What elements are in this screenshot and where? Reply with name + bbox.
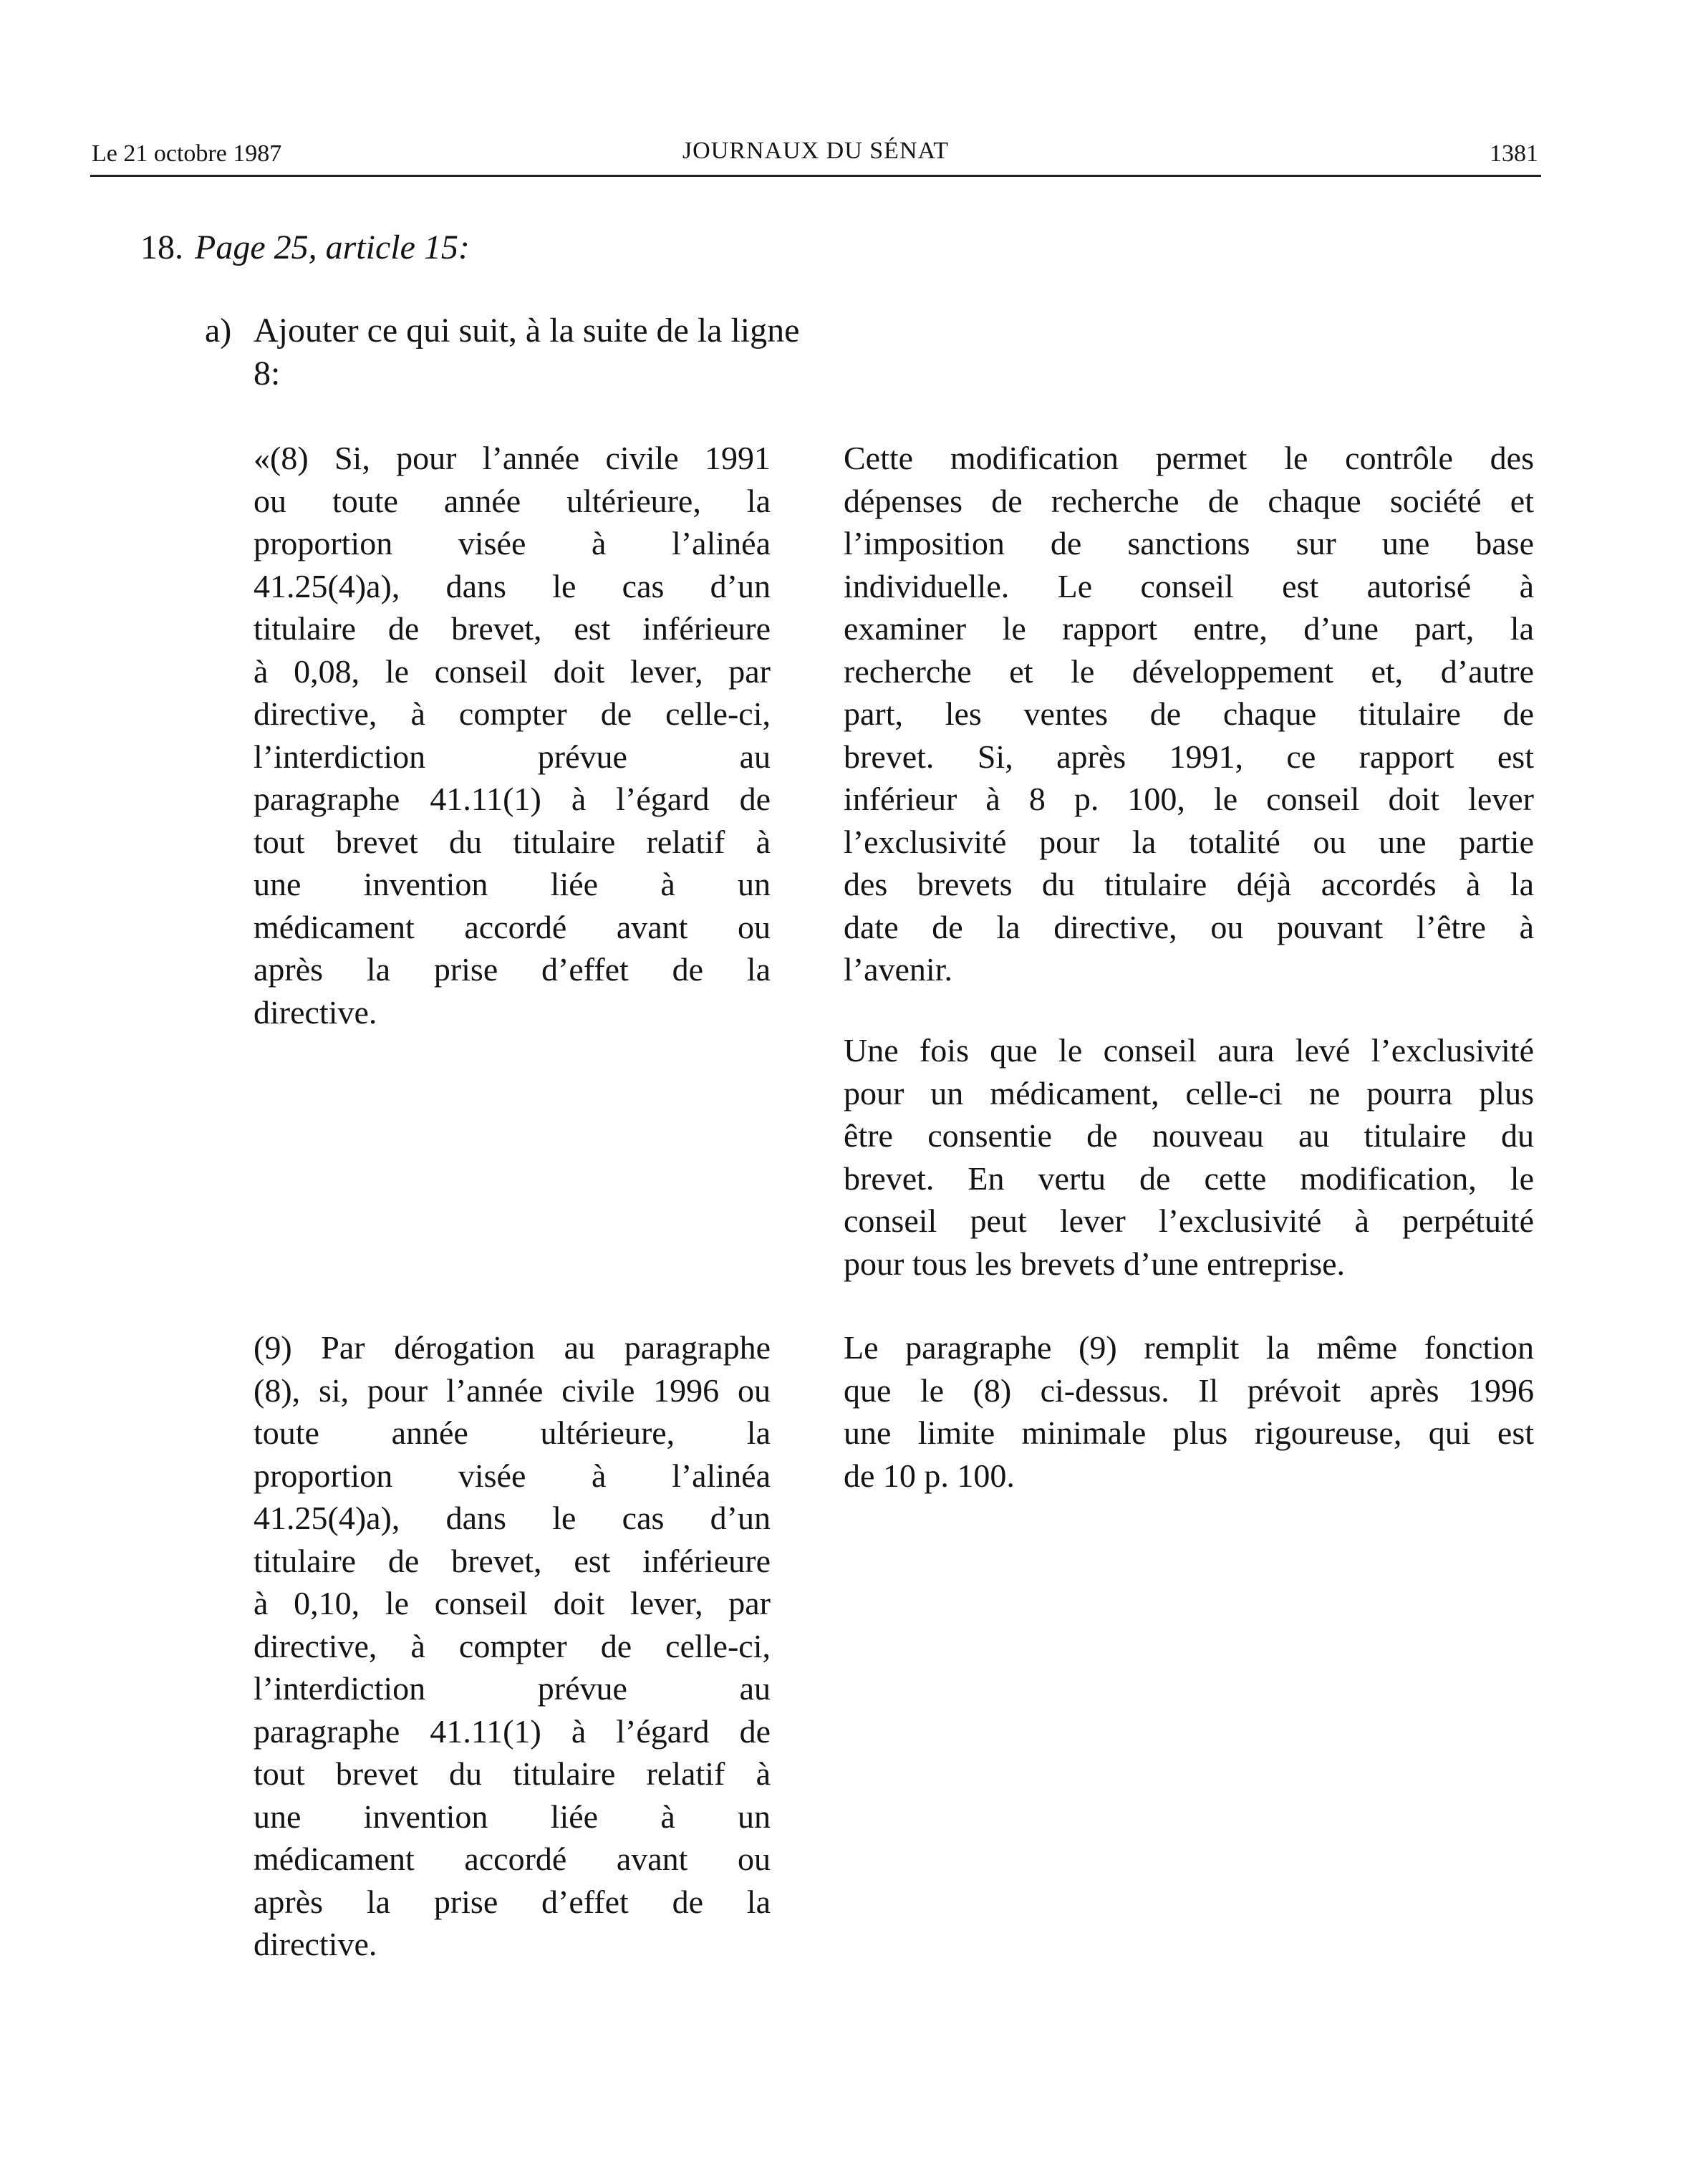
text-line: directive. bbox=[254, 1926, 377, 1962]
text-line: examiner le rapport entre, d’une part, la bbox=[844, 610, 1534, 647]
text-line: conseil peut lever l’exclusivité à perpétuité bbox=[844, 1202, 1534, 1239]
amendment-9 bbox=[254, 1326, 771, 1966]
item-reference: Page 25, article 15: bbox=[195, 228, 470, 266]
text-line: toute année ultérieure, la bbox=[254, 1414, 771, 1451]
text-line: après la prise d’effet de la bbox=[254, 1883, 771, 1920]
text-line: une limite minimale plus rigoureuse, qui est bbox=[844, 1414, 1534, 1451]
subitem-label: a) bbox=[205, 312, 232, 349]
text-line: tout brevet du titulaire relatif à bbox=[254, 823, 771, 860]
text-line: des brevets du titulaire déjà accordés à la bbox=[844, 866, 1534, 902]
text-line: 41.25(4)a), dans le cas d’un bbox=[254, 567, 771, 604]
text-line: à 0,10, le conseil doit lever, par bbox=[254, 1585, 771, 1621]
text-line: part, les ventes de chaque titulaire de bbox=[844, 695, 1534, 732]
page-number: 1381 bbox=[1490, 140, 1538, 167]
item-heading bbox=[140, 228, 470, 267]
item-number: 18. bbox=[140, 228, 183, 266]
text-line: une invention liée à un bbox=[254, 866, 771, 902]
text-line: l’interdiction prévue au bbox=[254, 1670, 771, 1707]
text-line: date de la directive, ou pouvant l’être à bbox=[844, 908, 1534, 945]
text-line: médicament accordé avant ou bbox=[254, 908, 771, 945]
text-line: inférieur à 8 p. 100, le conseil doit lever bbox=[844, 781, 1534, 817]
text-line: une invention liée à un bbox=[254, 1798, 771, 1835]
text-line: l’exclusivité pour la totalité ou une partie bbox=[844, 823, 1534, 860]
text-line: directive, à compter de celle-ci, bbox=[254, 695, 771, 732]
text-line: recherche et le développement et, d’autre bbox=[844, 652, 1534, 690]
text-line: l’avenir. bbox=[844, 951, 952, 988]
text-line: de 10 p. 100. bbox=[844, 1457, 1015, 1494]
text-line: l’imposition de sanctions sur une base bbox=[844, 525, 1534, 561]
explanation-8-part-1 bbox=[844, 437, 1534, 991]
text-line: brevet. Si, après 1991, ce rapport est bbox=[844, 738, 1534, 775]
text-line: titulaire de brevet, est inférieure bbox=[254, 610, 771, 647]
text-line: tout brevet du titulaire relatif à bbox=[254, 1755, 771, 1792]
text-line: (8), si, pour l’année civile 1996 ou bbox=[254, 1371, 771, 1409]
text-line: directive, à compter de celle-ci, bbox=[254, 1627, 771, 1664]
text-line: dépenses de recherche de chaque société et bbox=[844, 482, 1534, 519]
header-date: Le 21 octobre 1987 bbox=[92, 140, 282, 167]
text-line: proportion visée à l’alinéa bbox=[254, 1457, 771, 1494]
text-line: 41.25(4)a), dans le cas d’un bbox=[254, 1500, 771, 1536]
explanation-9 bbox=[844, 1326, 1534, 1497]
text-line: pour tous les brevets d’une entreprise. bbox=[844, 1245, 1346, 1282]
text-line: que le (8) ci-dessus. Il prévoit après 1996 bbox=[844, 1371, 1534, 1409]
page-header bbox=[90, 138, 1541, 177]
text-line: titulaire de brevet, est inférieure bbox=[254, 1542, 771, 1579]
amendment-8 bbox=[254, 437, 771, 1033]
text-line: ou toute année ultérieure, la bbox=[254, 482, 771, 519]
text-line: paragraphe 41.11(1) à l’égard de bbox=[254, 1712, 771, 1750]
text-line: directive. bbox=[254, 993, 377, 1031]
text-line: (9) Par dérogation au paragraphe bbox=[254, 1329, 771, 1366]
text-line: l’interdiction prévue au bbox=[254, 738, 771, 775]
text-line: à 0,08, le conseil doit lever, par bbox=[254, 652, 771, 690]
text-line: Une fois que le conseil aura levé l’exclusivité bbox=[844, 1032, 1534, 1069]
text-line: être consentie de nouveau au titulaire du bbox=[844, 1117, 1534, 1154]
explanation-8-part-2 bbox=[844, 1029, 1534, 1285]
subitem-text: Ajouter ce qui suit, à la suite de la ligne 8: bbox=[254, 312, 800, 392]
text-line: après la prise d’effet de la bbox=[254, 951, 771, 988]
text-line: «(8) Si, pour l’année civile 1991 bbox=[254, 440, 771, 476]
text-line: paragraphe 41.11(1) à l’égard de bbox=[254, 781, 771, 817]
text-line: individuelle. Le conseil est autorisé à bbox=[844, 567, 1534, 604]
text-line: Cette modification permet le contrôle des bbox=[844, 440, 1534, 476]
header-title: JOURNAUX DU SÉNAT bbox=[682, 138, 950, 164]
text-line: pour un médicament, celle-ci ne pourra plus bbox=[844, 1074, 1534, 1111]
text-line: brevet. En vertu de cette modification, le bbox=[844, 1159, 1534, 1197]
text-line: proportion visée à l’alinéa bbox=[254, 525, 771, 561]
text-line: Le paragraphe (9) remplit la même fonction bbox=[844, 1329, 1534, 1366]
text-line: médicament accordé avant ou bbox=[254, 1841, 771, 1877]
